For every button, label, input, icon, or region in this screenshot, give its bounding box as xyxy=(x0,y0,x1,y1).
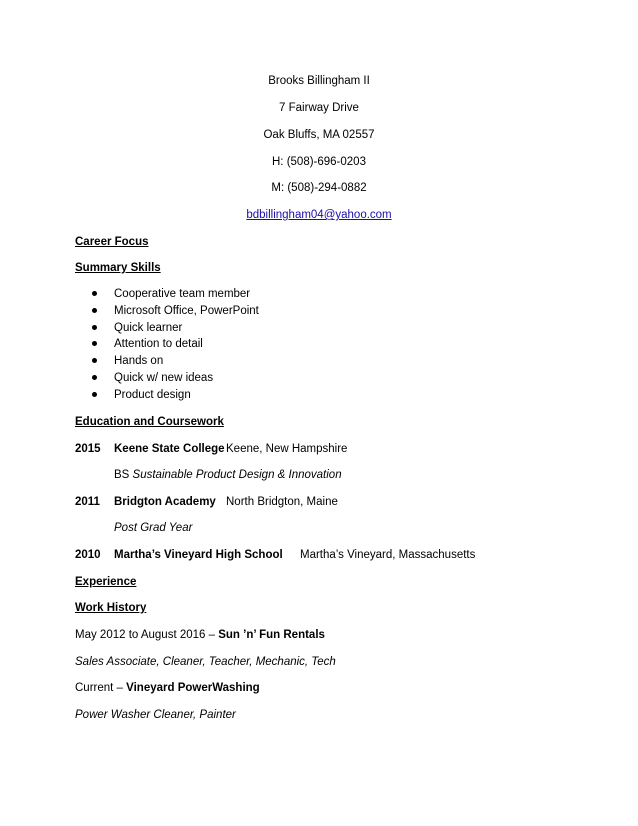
education-location: Keene, New Hampshire xyxy=(226,443,348,455)
bullet-icon xyxy=(92,358,97,363)
skill-text: Cooperative team member xyxy=(114,288,251,300)
skill-item xyxy=(90,287,259,304)
bullet-icon xyxy=(92,325,97,330)
skill-item xyxy=(90,388,259,405)
skill-text: Attention to detail xyxy=(114,338,203,351)
education-year: 2010 xyxy=(75,549,101,561)
career-focus-heading: Career Focus xyxy=(75,236,149,248)
bullet-icon xyxy=(92,375,97,380)
education-detail-row xyxy=(114,468,342,482)
education-heading: Education and Coursework xyxy=(75,416,224,428)
skill-item xyxy=(90,321,259,338)
education-year: 2011 xyxy=(75,496,100,508)
contact-name: Brooks Billingham II xyxy=(268,75,370,87)
job-employer: Sun ’n’ Fun Rentals xyxy=(218,629,325,641)
degree-detail: Sustainable Product Design & Innovation xyxy=(132,469,342,481)
skill-item xyxy=(90,354,259,371)
skill-text: Quick learner xyxy=(114,321,183,334)
contact-mobile-phone: M: (508)-294-0882 xyxy=(271,182,367,194)
education-location: North Bridgton, Maine xyxy=(226,496,338,508)
bullet-icon xyxy=(92,291,97,296)
job-row xyxy=(75,628,325,642)
job-roles: Power Washer Cleaner, Painter xyxy=(75,709,236,721)
skill-item xyxy=(90,337,259,354)
bullet-icon xyxy=(92,308,97,313)
skill-text: Microsoft Office, PowerPoint xyxy=(114,304,259,317)
education-school: Martha’s Vineyard High School xyxy=(114,549,283,561)
contact-street: 7 Fairway Drive xyxy=(279,102,359,114)
skill-text: Product design xyxy=(114,388,191,401)
job-dates: May 2012 to August 2016 – xyxy=(75,629,219,641)
degree-prefix: BS xyxy=(114,469,130,481)
job-employer: Vineyard PowerWashing xyxy=(126,682,260,694)
education-location: Martha’s Vineyard, Massachusetts xyxy=(300,549,476,561)
bullet-icon xyxy=(92,341,97,346)
skill-item xyxy=(90,371,259,388)
job-dates: Current – xyxy=(75,682,127,694)
work-history-heading: Work History xyxy=(75,602,147,614)
education-school: Keene State College xyxy=(114,443,225,455)
job-roles: Sales Associate, Cleaner, Teacher, Mechanic, Tech xyxy=(75,656,336,668)
summary-skills-heading: Summary Skills xyxy=(75,262,161,274)
skills-list xyxy=(90,287,259,405)
job-row xyxy=(75,681,260,695)
education-detail: Post Grad Year xyxy=(114,522,193,534)
contact-city: Oak Bluffs, MA 02557 xyxy=(263,129,375,141)
experience-heading: Experience xyxy=(75,576,137,588)
skill-item xyxy=(90,304,259,321)
skill-text: Hands on xyxy=(114,355,164,368)
contact-home-phone: H: (508)-696-0203 xyxy=(272,156,366,168)
email-link[interactable]: bdbillingham04@yahoo.com xyxy=(246,209,392,221)
skill-text: Quick w/ new ideas xyxy=(114,371,214,384)
education-school: Bridgton Academy xyxy=(114,496,216,508)
education-year: 2015 xyxy=(75,443,101,455)
bullet-icon xyxy=(92,392,97,397)
contact-email-row xyxy=(0,208,638,222)
